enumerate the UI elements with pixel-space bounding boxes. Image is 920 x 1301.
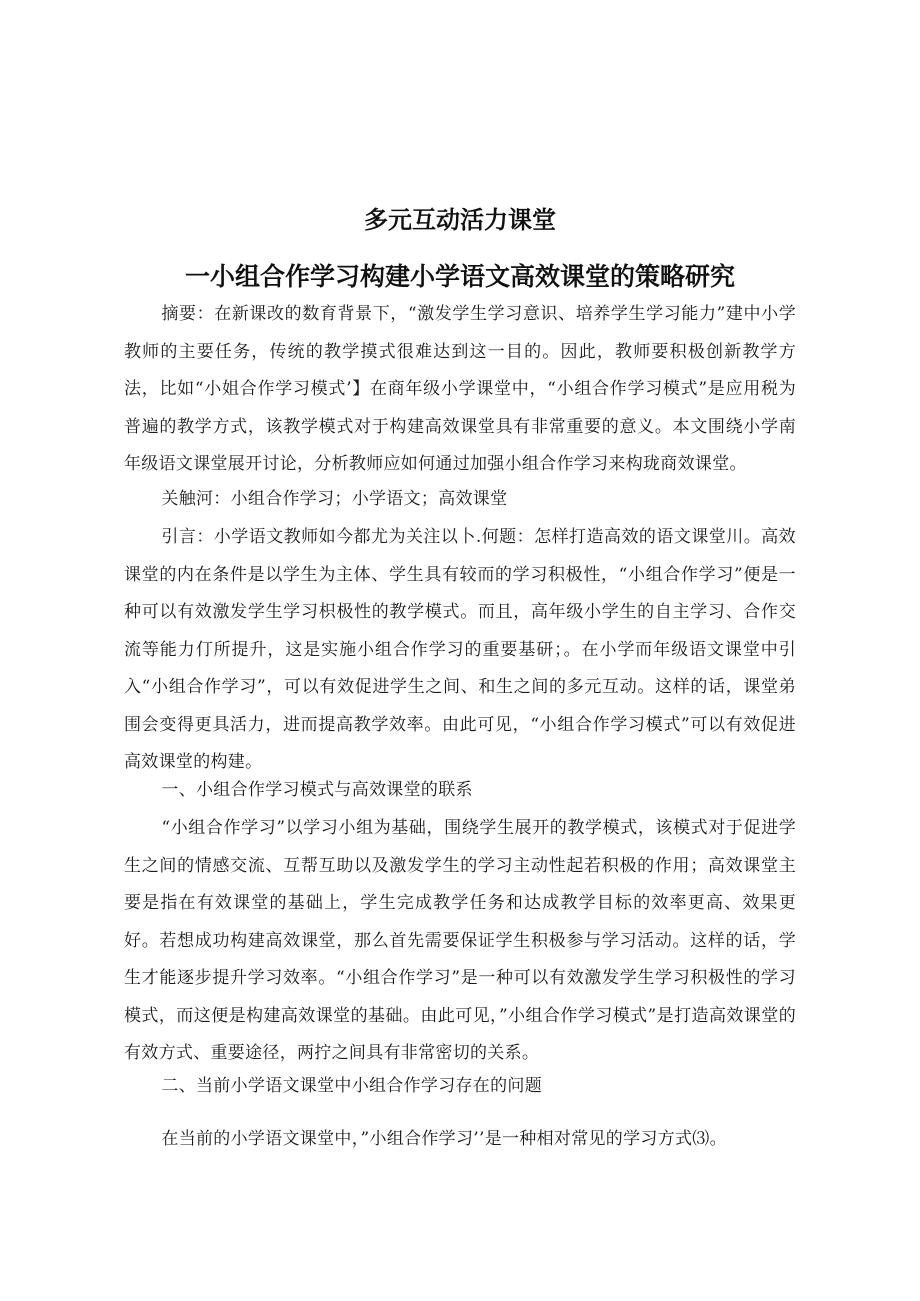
document-title: 多元互动活力课堂 — [364, 206, 556, 234]
section-2-heading: 二、当前小学语文课堂中小组合作学习存在的问题 — [161, 1076, 542, 1096]
keywords-line: 关触河：小组合作学习；小学语文；高效课堂 — [161, 489, 508, 509]
intro-paragraph: 引言：小学语文教师如今都尤为关注以卜.何题：怎样打造高效的语文课堂川。高效课堂的内在条件是以学生为主体、学生具有较而的学习积极性，“小组合作学习”便是一种可以有效激发学生学习枳极性的教学模式。而且，高年级小学生的自主学习、合作交流等能力仃所提升，这是实施小组合作学习的重要基研；。在小学而年级语文课堂中引入“小组合作学习”，可以有效促进学生之间、和生之间的多元互动。这样的话，课堂弟围会变得更具活力，进而提高教学效率。由此可见，“小组合作学习模式”可以有效促进高效课堂的构建。 — [124, 527, 796, 772]
abstract-paragraph: 摘要：在新课改的数育背景下，“激发学生学习意识、培养学生学习能力”建中小学教师的主要任务，传统的教学摸式很难达到这一目的。因此，教师要积极创新教学方法，比如“小姐合作学习模式’】在商年级小学课堂中，“小组合作学习模式”是应用税为普遍的教学方式，该教学模式对于构建高效课堂具有非常重要的意义。本文围绕小学南年级语文课堂展开讨论，分析教师应如何通过加强小组合作学习来构珑商效课堂。 — [124, 304, 796, 474]
section-1-heading: 一、小组合作学习模式与高效课堂的联系 — [161, 780, 473, 800]
section-2-paragraph: 在当前的小学语文课堂中，”小组合作学习’’是一种相对常见的学习方式⑶。 — [161, 1129, 727, 1149]
document-subtitle: 一小组合作学习构建小学语文高效课堂的策略研究 — [184, 262, 735, 291]
section-1-paragraph: “小组合作学习”以学习小组为基础，围绕学生展开的教学模式，该模式对于促进学生之间的情感交流、互帮互助以及激发学生的学习主动性起若积极的作用；高效课堂主要是指在有效课堂的基础上，学生完成教学任务和达成教学目标的效率更高、效果更好。若想成功构建高效课堂，那么首先需要保证学生积极参与学习活动。这样的话，学生才能逐步提升学习效率。“小组合作学习”是一种可以有效激发学生学习积极性的学习模式，而这便是构建高效课堂的基础。由此可见，”小组合作学习模式”是打造高效课堂的有效方式、重要途径，两拧之间具有非常密切的关系。 — [124, 818, 796, 1063]
